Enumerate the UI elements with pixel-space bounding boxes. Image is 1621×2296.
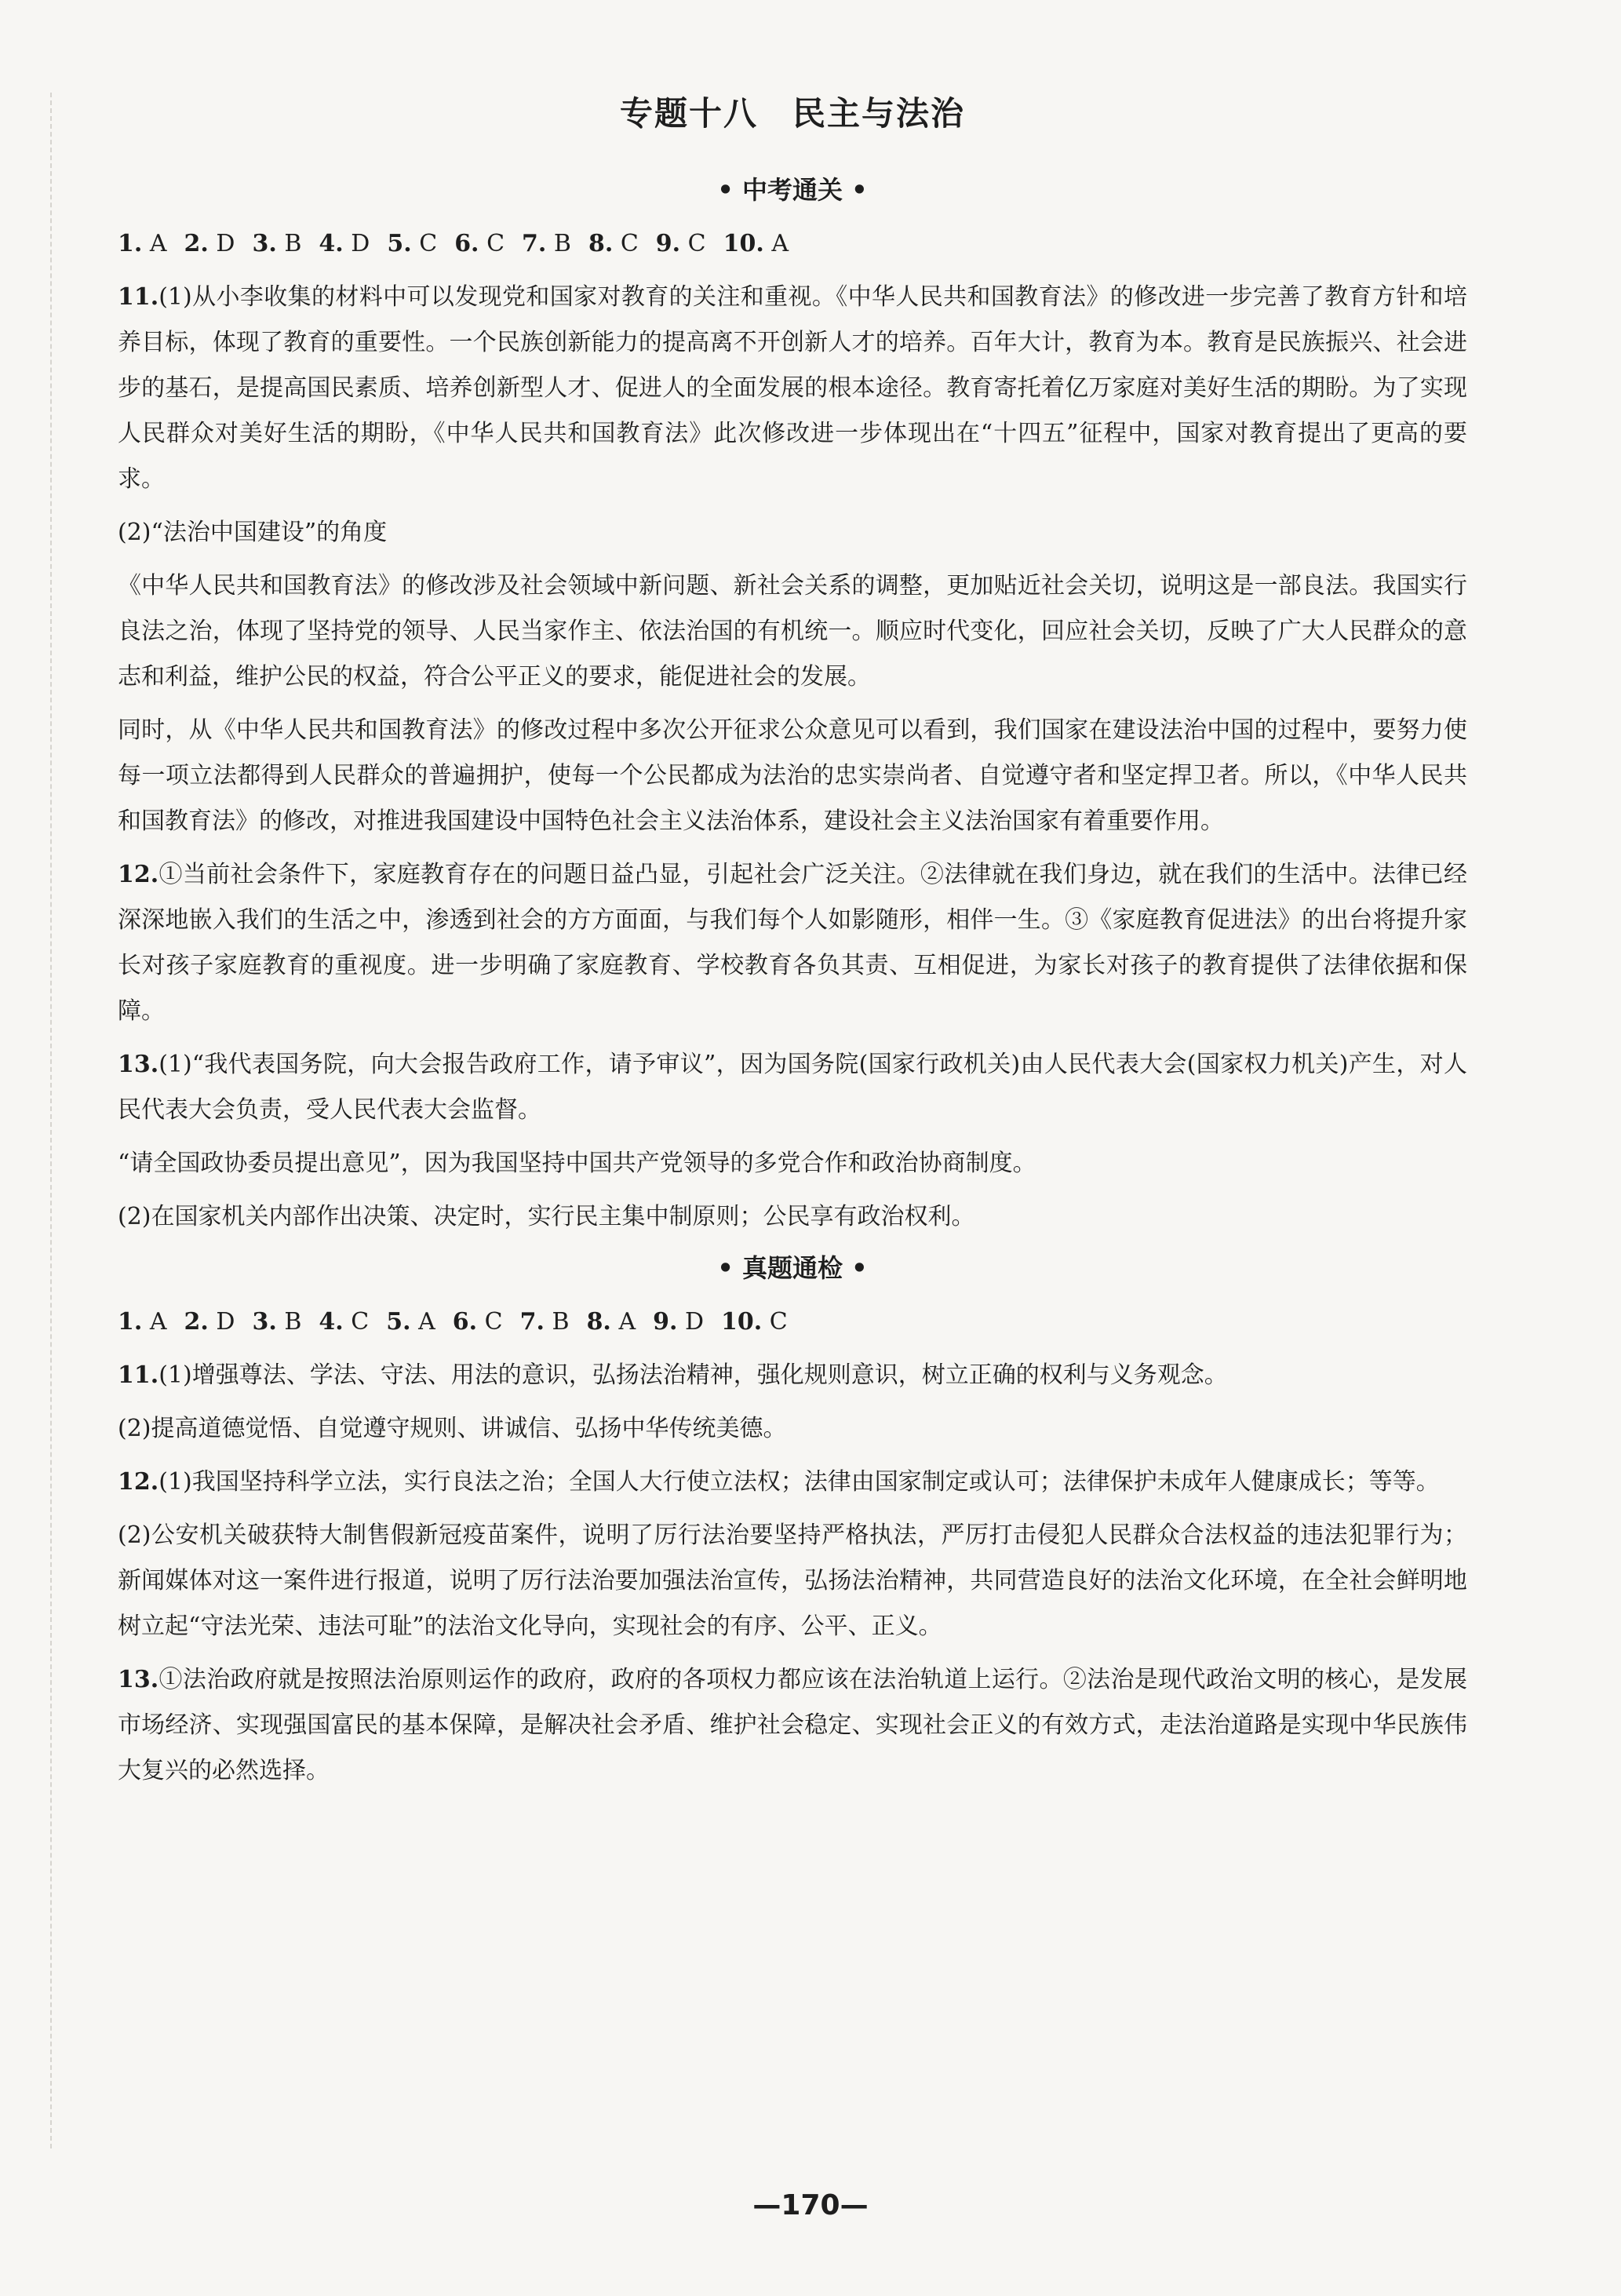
answer-key-row [118,1299,1467,1345]
answer-choice: C [484,1308,503,1336]
question-number: 5. [386,1308,411,1336]
answer-paragraph [118,1406,1467,1452]
answer-item [588,221,639,267]
section-heading: • 中考通关 • [717,175,868,205]
section-zhenti [118,1248,1467,1794]
answer-choice: C [620,230,639,257]
paragraph-text: (1)我国坚持科学立法，实行良法之治；全国人大行使立法权；法律由国家制定或认可；法律保护未成年人健康成长；等等。 [158,1468,1440,1496]
answer-item [252,1299,301,1345]
answer-paragraph [118,1353,1467,1398]
answer-item [319,1299,369,1345]
answer-item [184,221,235,267]
answer-item [387,221,437,267]
question-number: 5. [387,230,412,257]
question-number: 2. [184,1308,209,1336]
page-number: —170— [752,2189,869,2221]
answer-item [587,1299,636,1345]
paragraph-text: 同时，从《中华人民共和国教育法》的修改过程中多次公开征求公众意见可以看到，我们国家在建设法治中国的过程中，要努力使每一项立法都得到人民群众的普遍拥护，使每一个公民都成为法治的忠实崇尚者、自觉遵守者和坚定捍卫者。所以，《中华人民共和国教育法》的修改，对推进我国建设中国特色社会主义法治体系，建设社会主义法治国家有着重要作用。 [118,716,1467,835]
paragraph-text: (1)从小李收集的材料中可以发现党和国家对教育的关注和重视。《中华人民共和国教育法》的修改进一步完善了教育方针和培养目标，体现了教育的重要性。一个民族创新能力的提高离不开创新人才的培养。百年大计，教育为本。教育是民族振兴、社会进步的基石，是提高国民素质、培养创新型人才、促进人的全面发展的根本途径。教育寄托着亿万家庭对美好生活的期盼。为了实现人民群众对美好生活的期盼，《中华人民共和国教育法》此次修改进一步体现出在“十四五”征程中，国家对教育提出了更高的要求。 [118,283,1467,493]
section-heading: • 真题通检 • [717,1253,868,1283]
answer-choice: A [418,1308,435,1336]
answer-paragraph [118,708,1467,844]
question-number: 8. [588,230,614,257]
question-number: 12. [118,1468,159,1496]
question-number: 13. [118,1666,159,1693]
answer-paragraph [118,275,1467,502]
answer-paragraph [118,1513,1467,1649]
answer-item [252,221,301,267]
answer-choice: D [216,230,235,257]
answer-item [653,1299,704,1345]
answer-paragraph [118,510,1467,556]
answer-item [522,221,571,267]
question-number: 11. [118,283,159,311]
question-number: 10. [721,1308,763,1336]
answer-item [453,1299,503,1345]
answer-paragraph [118,1194,1467,1240]
paragraph-text: (2)“法治中国建设”的角度 [118,519,388,546]
question-number: 7. [519,1308,545,1336]
question-number: 1. [118,230,143,257]
answer-item [184,1299,235,1345]
answer-paragraph [118,852,1467,1034]
answer-item [118,221,167,267]
paragraph-text: (1)增强尊法、学法、守法、用法的意识，弘扬法治精神，强化规则意识，树立正确的权利与义务观念。 [158,1361,1228,1389]
answer-choice: C [419,230,438,257]
answer-choice: A [149,230,167,257]
answer-choice: D [216,1308,235,1336]
answer-item [118,1299,167,1345]
question-number: 11. [118,1361,159,1389]
question-number: 4. [319,230,344,257]
paragraph-text: (1)“我代表国务院，向大会报告政府工作，请予审议”，因为国务院(国家行政机关)由人民代表大会(国家权力机关)产生，对人民代表大会负责，受人民代表大会监督。 [118,1051,1467,1124]
section-zhongkao [118,169,1467,1240]
answer-choice: C [486,230,505,257]
question-number: 1. [118,1308,143,1336]
answer-paragraphs [118,1353,1467,1794]
question-number: 10. [723,230,764,257]
answer-choice: B [284,1308,302,1336]
page-title: 专题十八 民主与法治 [619,94,965,133]
answer-item [319,221,370,267]
question-number: 8. [586,1308,611,1336]
paragraph-text: (2)提高道德觉悟、自觉遵守规则、讲诚信、弘扬中华传统美德。 [118,1415,787,1442]
answer-paragraph [118,1042,1467,1133]
answer-paragraph [118,563,1467,700]
question-number: 2. [184,230,209,257]
answer-choice: A [149,1308,167,1336]
answer-item [723,221,789,267]
paragraph-text: 《中华人民共和国教育法》的修改涉及社会领域中新问题、新社会关系的调整，更加贴近社会关切，说明这是一部良法。我国实行良法之治，体现了坚持党的领导、人民当家作主、依法治国的有机统一。顺应时代变化，回应社会关切，反映了广大人民群众的意志和利益，维护公民的权益，符合公平正义的要求，能促进社会的发展。 [118,572,1467,691]
answer-item [721,1299,788,1345]
question-number: 4. [319,1308,344,1336]
paragraph-text: “请全国政协委员提出意见”，因为我国坚持中国共产党领导的多党合作和政治协商制度。 [118,1150,1036,1177]
paragraph-text: (2)公安机关破获特大制售假新冠疫苗案件，说明了厉行法治要坚持严格执法，严厉打击侵犯人民群众合法权益的违法犯罪行为；新闻媒体对这一案件进行报道，说明了厉行法治要加强法治宣传，弘扬法治精神，共同营造良好的法治文化环境，在全社会鲜明地树立起“守法光荣、违法可耻”的法治文化导向，实现社会的有序、公平、正义。 [118,1522,1467,1640]
question-number: 6. [452,1308,478,1336]
answer-choice: B [284,230,302,257]
answer-choice: D [684,1308,705,1336]
answer-choice: C [351,1308,370,1336]
answer-paragraphs [118,275,1467,1240]
question-number: 3. [252,230,277,257]
question-number: 6. [454,230,479,257]
question-number: 3. [252,1308,277,1336]
answer-paragraph [118,1657,1467,1794]
answer-item [520,1299,570,1345]
answer-item [656,221,706,267]
answer-choice: A [618,1308,636,1336]
paragraph-text: (2)在国家机关内部作出决策、决定时，实行民主集中制原则；公民享有政治权利。 [118,1203,975,1230]
answer-paragraph [118,1141,1467,1186]
answer-choice: D [351,230,370,257]
answer-choice: A [771,230,789,257]
page-content [118,86,1467,1802]
paragraph-text: ①当前社会条件下，家庭教育存在的问题日益凸显，引起社会广泛关注。②法律就在我们身边，就在我们的生活中。法律已经深深地嵌入我们的生活之中，渗透到社会的方方面面，与我们每个人如影随形，相伴一生。③《家庭教育促进法》的出台将提升家长对孩子家庭教育的重视度。进一步明确了家庭教育、学校教育各负其责、互相促进，为家长对孩子的教育提供了法律依据和保障。 [118,861,1467,1025]
binding-margin-line [50,93,52,2148]
question-number: 7. [522,230,547,257]
answer-paragraph [118,1460,1467,1505]
paragraph-text: ①法治政府就是按照法治原则运作的政府，政府的各项权力都应该在法治轨道上运行。②法治是现代政治文明的核心，是发展市场经济、实现强国富民的基本保障，是解决社会矛盾、维护社会稳定、实现社会正义的有效方式，走法治道路是实现中华民族伟大复兴的必然选择。 [118,1666,1467,1784]
answer-choice: C [769,1308,788,1336]
answer-choice: B [552,1308,570,1336]
answer-item [454,221,505,267]
answer-choice: C [687,230,706,257]
question-number: 9. [653,1308,678,1336]
question-number: 13. [118,1051,159,1078]
answer-item [386,1299,435,1345]
answer-choice: B [553,230,571,257]
answer-key-row [118,221,1467,267]
question-number: 9. [655,230,681,257]
question-number: 12. [118,861,159,888]
